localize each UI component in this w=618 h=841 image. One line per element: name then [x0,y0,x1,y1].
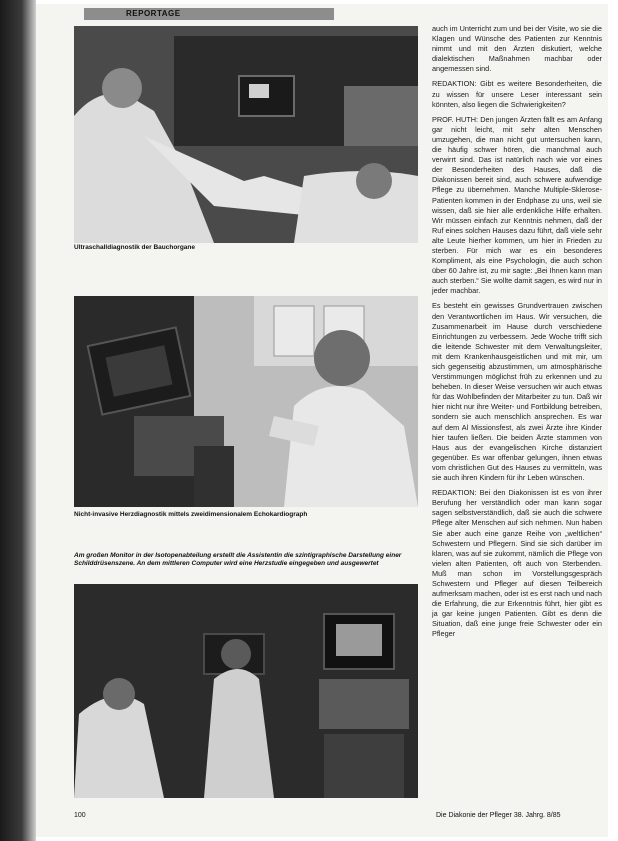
section-tag: REPORTAGE [84,8,334,20]
page-number: 100 [74,812,86,819]
scan-binding-edge [0,0,36,841]
paragraph-4: Es besteht ein gewisses Grundvertrauen zwischen den Verantwortlichen im Haus. Wir versuchen, die Zusammenarbeit im Hause durch verschiedene Einrichtungen zu verbessern. Jede Woche trifft sich die leitende Schwester mit dem Verwaltungsleiter, mit dem Krankenhausgeistlichen und mit mir, um sich gegenseitig abzustimmen, um atmosphärische Verstimmungen möglichst früh zu erkennen und zu beheben. In dieser Weise versuchen wir auch etwas für das Wohlbefinden der Mitarbeiter zu tun. Daß wir hier nicht nur ihre Weiter- und Fortbildung betreiben, sondern sie auch menschlich ansprechen. Es war auf dem Al Missionsfest, als zwei Ärzte ihre Kinder hier taufen ließen. Die beiden Ärzte stammen von Haus aus der evangelischen Kirche distanziert gegenüber. Es war offenbar gelungen, ihnen etwas vom christlichen Gut des Hauses zu vermitteln, was sie auch ihren Kindern für ihr Leben wünschen. [432,301,602,483]
caption-photo3: Am großen Monitor in der Isotopenabteilung erstellt die Assistentin die szintigraphische Darstellung einer Schilddrüsenszene. An dem mittleren Computer wird eine Herzstudie eingegeben und ausgewertet [74,552,402,567]
paragraph-5: REDAKTION: Bei den Diakonissen ist es von ihrer Berufung her verständlich oder man kann sogar sagen selbstverständlich, daß sie auch die schwere Pflege alter Menschen auf sich nehmen. Nun haben Sie aber auch eine ganze Reihe von „weltlichen“ Schwestern und Pflegern. Sind sie sich darüber im klaren, was auf sie zukommt, nämlich die Pflege von vielen alten Patienten, oft auch von Sterbenden. Muß man schon im Vorstellungsgespräch Schwestern und Pfleger auf diesen Teilbereich aufmerksam machen, oder ist es erst nach und nach die Erfahrung, die zur Erkenntnis führt, hier gibt es ja gar keine jungen Patienten. Gibt es denn die Situation, daß eine junge freie Schwester oder ein Pfleger [432,488,602,639]
publication-footer: Die Diakonie der Pfleger 38. Jahrg. 8/85 [436,812,561,819]
caption-photo1: Ultraschalldiagnostik der Bauchorgane [74,244,196,251]
photo-ultrasound [74,26,418,243]
paragraph-2: REDAKTION: Gibt es weitere Besonderheiten, die zu wissen für unsere Leser interessant sein könnten, also liegen die Schwierigkeiten? [432,79,602,109]
paragraph-1: auch im Unterricht zum und bei der Visite, wo sie die Klagen und Wünsche des Patienten zur Kenntnis nimmt und mit den Ärzten diskutiert, welche dialektischen Maßnahmen machbar oder angemessen sind. [432,24,602,74]
photo-isotope-department [74,584,418,798]
photo-echocardiograph [74,296,418,507]
caption-photo2: Nicht-invasive Herzdiagnostik mittels zweidimensionalem Echokardiograph [74,511,308,518]
paragraph-3: PROF. HUTH: Den jungen Ärzten fällt es am Anfang gar nicht leicht, mit sehr alten Menschen umzugehen, die man nicht gut untersuchen kann, die häufig schwer hören, die manchmal auch verwirrt sind. Das ist natürlich nach wie vor eines der Besonderheiten des Hauses, daß die Diakonissen bereit sind, auch schwere aufwendige Pflege zu übernehmen. Manche Multiple-Sklerose-Patienten kommen in der Endphase zu uns, weil sie wissen, daß sie hier alle erdenkliche Hilfe erhalten. Wir müssen einfach zur Kenntnis nehmen, daß der Ruf eines solchen Hauses dazu führt, daß viele sehr alte Leute hierher kommen, um hier in Frieden zu sterben. Für mich war es ein besonderes Kompliment, als eine Psychologin, die auch schon über 60 Jahre ist, zu mir sagte: „Bei Ihnen kann man auch sterben.“ Sie wollte damit sagen, es wird nur in jeder machbar. [432,114,602,296]
article-text-column [432,24,602,645]
